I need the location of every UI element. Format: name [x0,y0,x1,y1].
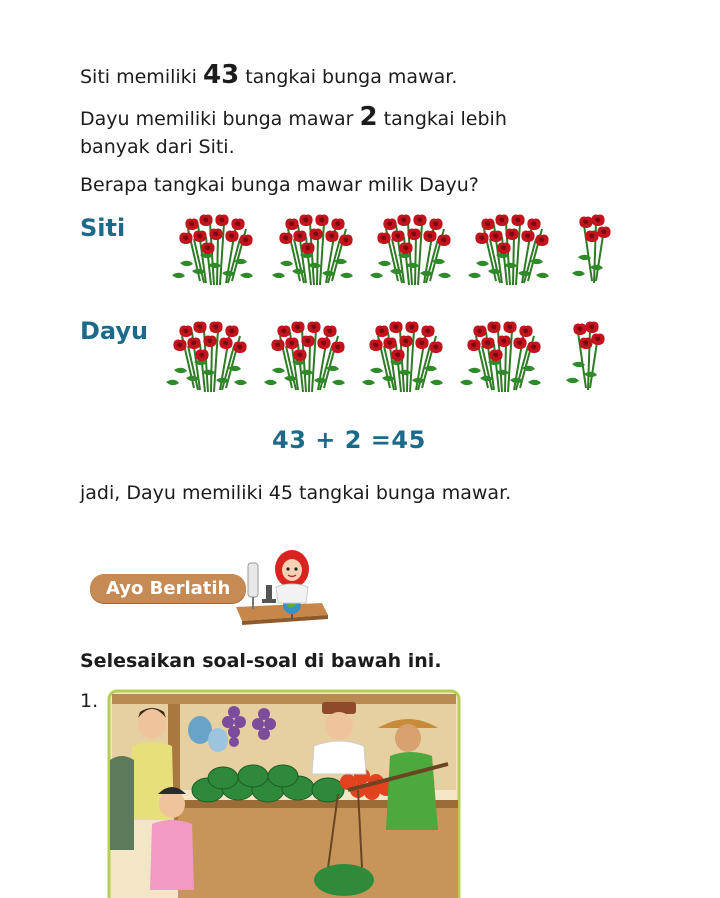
problem-line-1-pre: Siti memiliki [80,66,203,88]
siti-rose-bunch-4 [468,215,549,285]
problem-line-3: banyak dari Siti. [80,136,235,158]
problem-line-2-post: tangkai lebih [377,108,507,130]
practice-instruction: Selesaikan soal-soal di bawah ini. [80,650,442,672]
conclusion: jadi, Dayu memiliki 45 tangkai bunga mawar. [80,482,512,504]
item-number: 1. [80,690,99,712]
dayu-label: Dayu [80,317,149,345]
siti-label: Siti [80,214,126,242]
siti-rose-bunch-1 [172,215,253,285]
ayo-berlatih-badge: Ayo Berlatih [90,574,246,603]
dayu-rose-bunch-3 [362,322,443,392]
siti-rose-count: 43 [202,60,240,90]
problem-question: Berapa tangkai bunga mawar milik Dayu? [80,174,479,196]
dayu-rose-bunch-2 [264,322,345,392]
equation: 43 + 2 =45 [272,426,426,454]
problem-line-2-pre: Dayu memiliki bunga mawar [80,108,360,130]
dayu-rose-bunch-1 [166,322,247,392]
rose-illustration [0,0,720,420]
problem-line-1-post: tangkai bunga mawar. [239,66,458,88]
siti-rose-bunch-3 [370,215,451,285]
siti-rose-bunch-small [572,215,611,283]
siti-rose-bunch-2 [272,215,353,285]
extra-rose-count: 2 [359,102,378,132]
dayu-rose-bunch-4 [460,322,541,392]
market-scene-illustration [108,690,460,898]
dayu-rose-bunch-small [566,322,605,390]
